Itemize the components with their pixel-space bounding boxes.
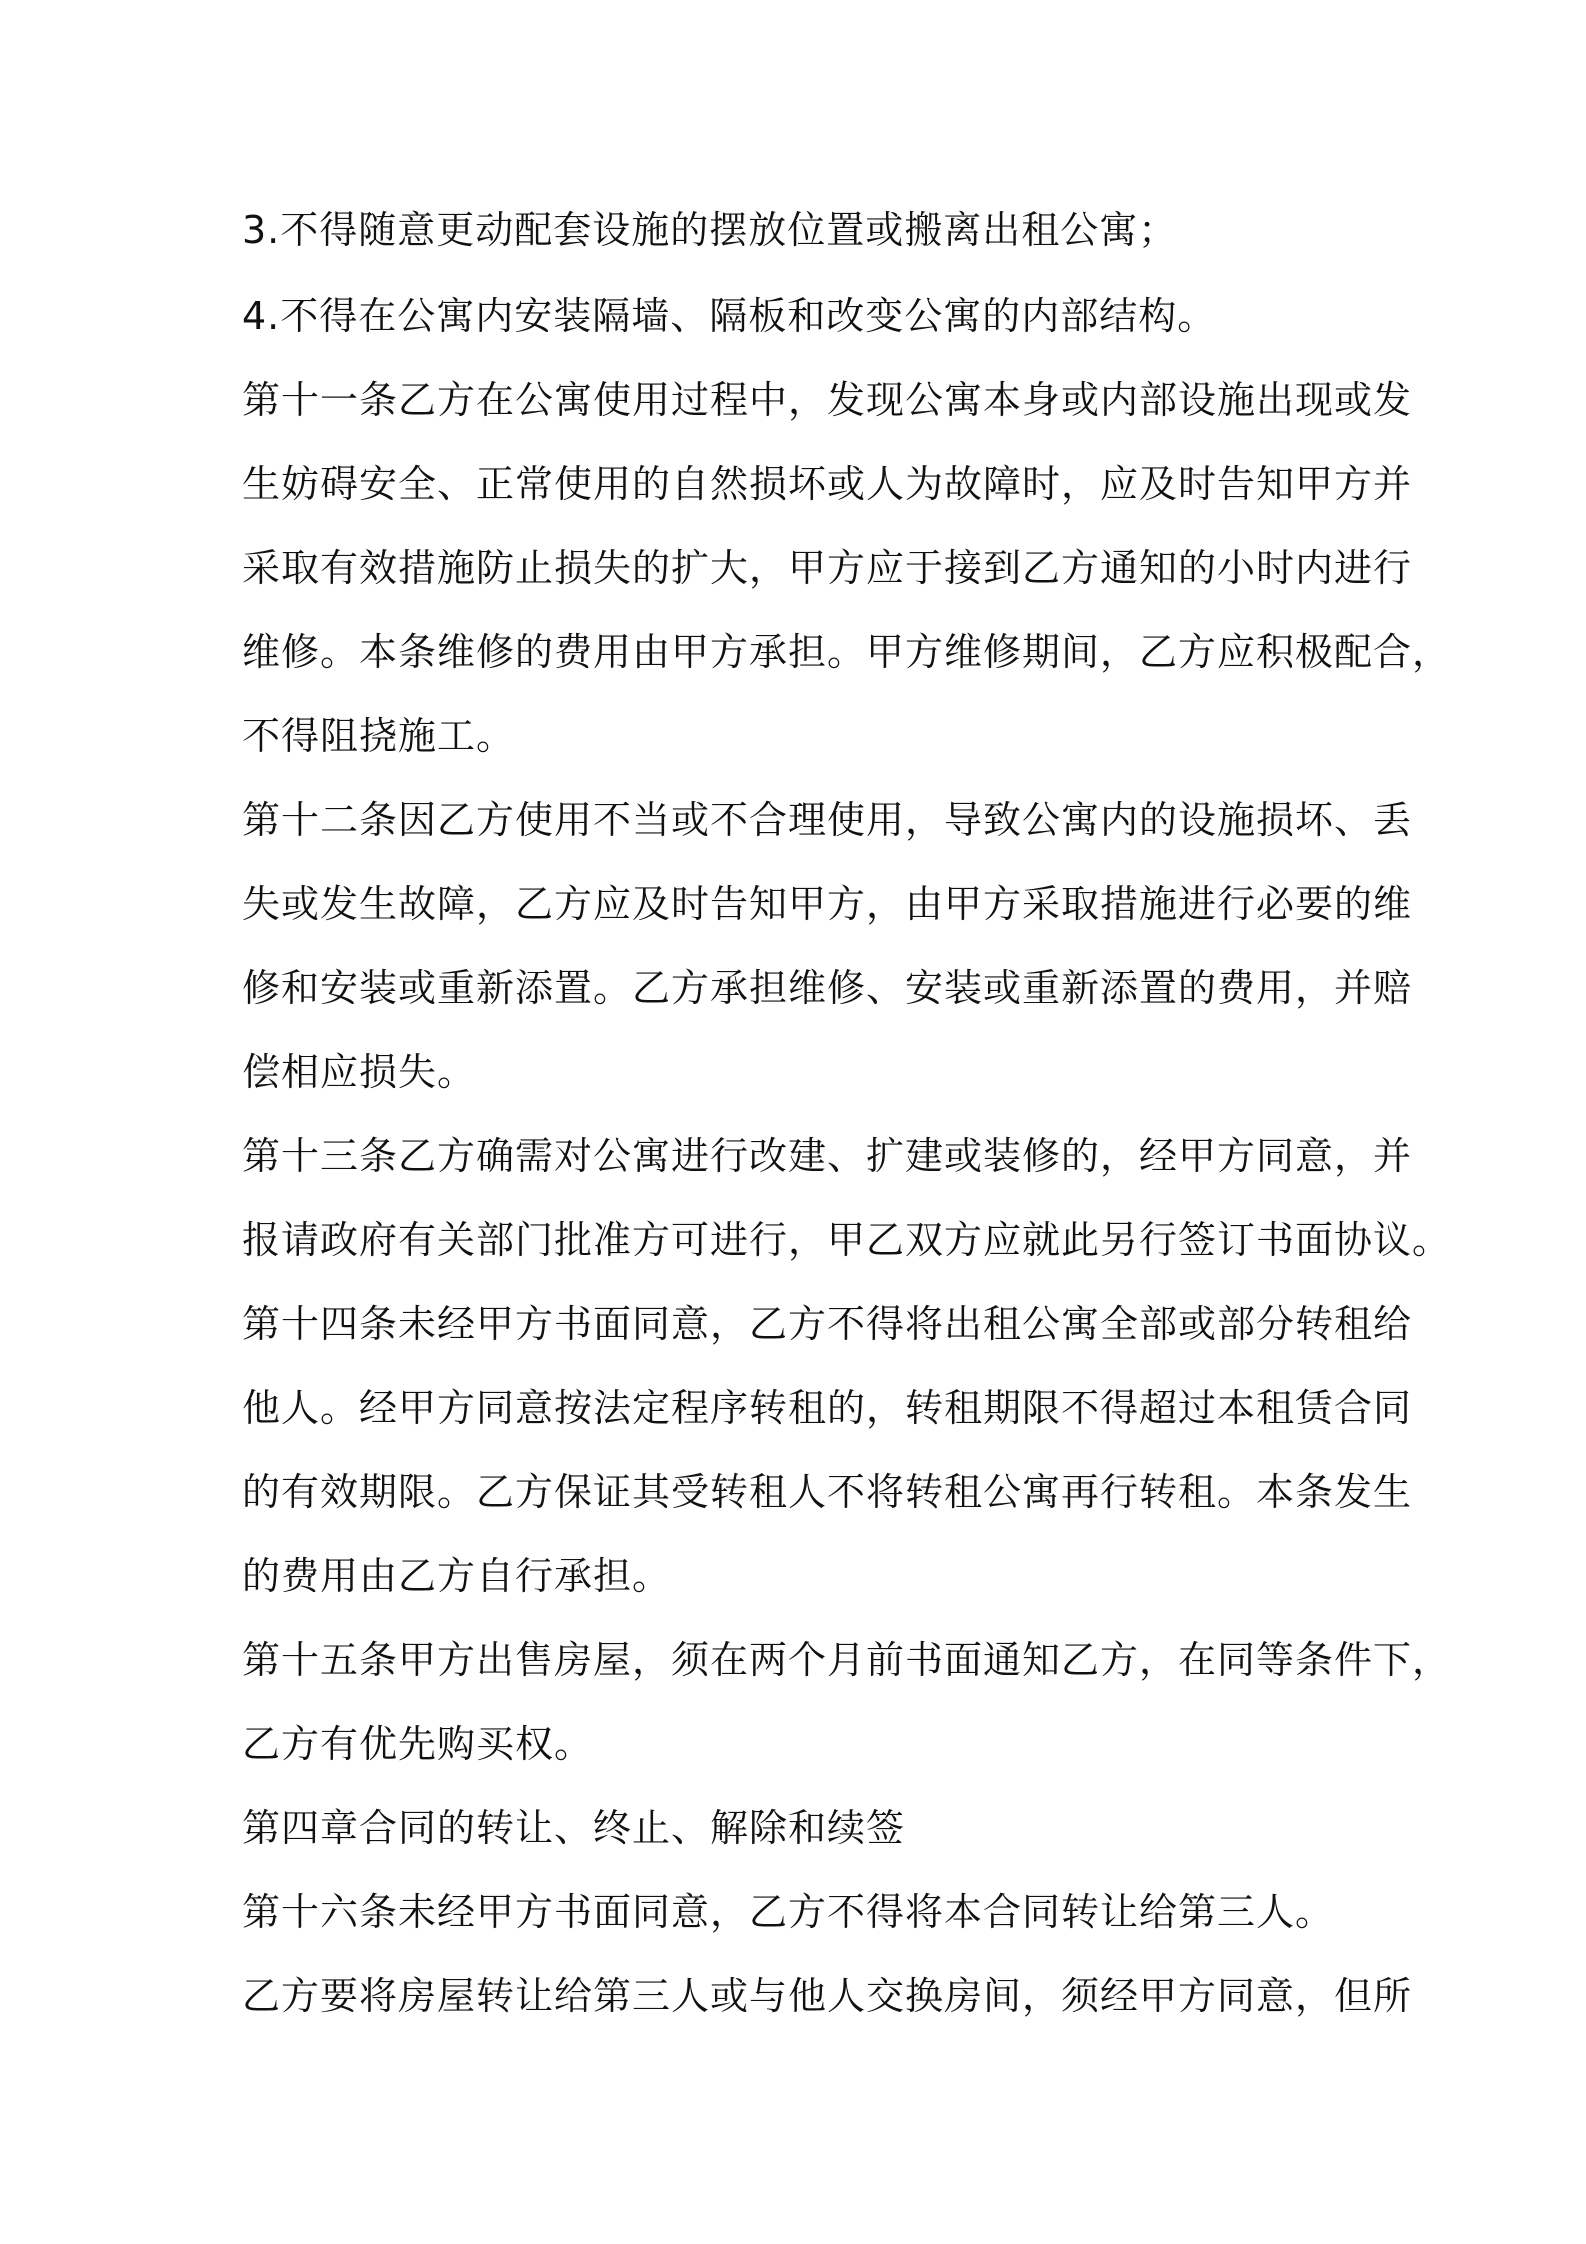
text-line: 不得阻挠施工。 [242,714,516,758]
text-line: 他人。经甲方同意按法定程序转租的，转租期限不得超过本租赁合同 [242,1386,1413,1430]
text-line: 维修。本条维修的费用由甲方承担。甲方维修期间，乙方应积极配合， [242,630,1452,674]
chapter-heading: 第四章合同的转让、终止、解除和续签 [242,1806,906,1850]
text-line: 4.不得在公寓内安装隔墙、隔板和改变公寓的内部结构。 [242,294,1217,338]
text-line: 第十二条因乙方使用不当或不合理使用，导致公寓内的设施损坏、丢 [242,798,1413,842]
text-line: 修和安装或重新添置。乙方承担维修、安装或重新添置的费用，并赔 [242,966,1413,1010]
text-line: 第十三条乙方确需对公寓进行改建、扩建或装修的，经甲方同意，并 [242,1134,1413,1178]
text-line: 乙方要将房屋转让给第三人或与他人交换房间，须经甲方同意，但所 [242,1974,1413,2018]
text-line: 报请政府有关部门批准方可进行，甲乙双方应就此另行签订书面协议。 [242,1218,1452,1262]
text-line: 乙方有优先购买权。 [242,1722,594,1766]
text-line: 的有效期限。乙方保证其受转租人不将转租公寓再行转租。本条发生 [242,1470,1413,1514]
text-line: 生妨碍安全、正常使用的自然损坏或人为故障时，应及时告知甲方并 [242,462,1413,506]
text-line: 偿相应损失。 [242,1050,477,1094]
text-line: 采取有效措施防止损失的扩大，甲方应于接到乙方通知的小时内进行 [242,546,1413,590]
text-line: 3.不得随意更动配套设施的摆放位置或搬离出租公寓； [242,208,1178,252]
text-line: 第十五条甲方出售房屋，须在两个月前书面通知乙方，在同等条件下， [242,1638,1452,1682]
text-line: 的费用由乙方自行承担。 [242,1554,672,1598]
text-line: 第十一条乙方在公寓使用过程中，发现公寓本身或内部设施出现或发 [242,378,1413,422]
text-line: 第十四条未经甲方书面同意，乙方不得将出租公寓全部或部分转租给 [242,1302,1413,1346]
text-line: 第十六条未经甲方书面同意，乙方不得将本合同转让给第三人。 [242,1890,1335,1934]
text-line: 失或发生故障，乙方应及时告知甲方，由甲方采取措施进行必要的维 [242,882,1413,926]
